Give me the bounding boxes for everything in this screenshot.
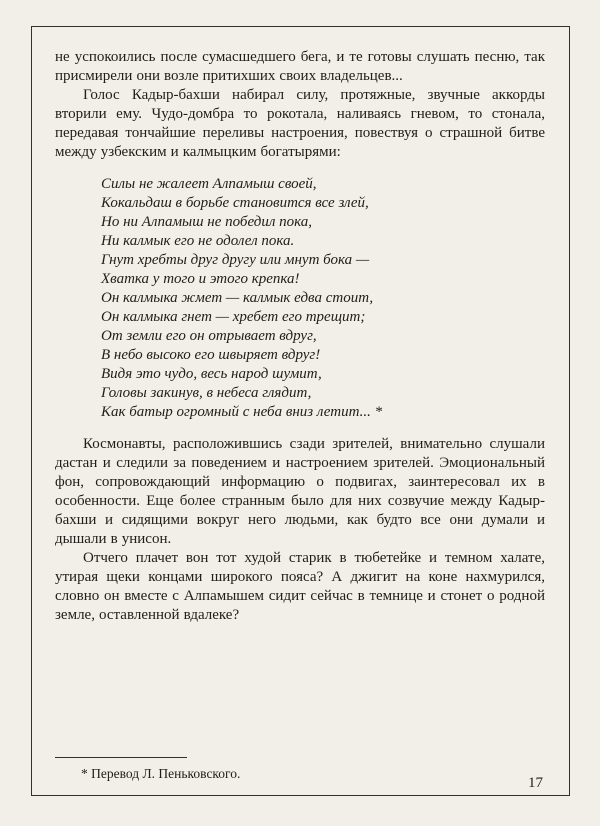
verse-line: Но ни Алпамыш не победил пока, (101, 214, 313, 230)
paragraph-question: Отчего плачет вон тот худой старик в тюбетейке и темном халате, утирая щеки концами широкого пояса? А джигит на коне нахмурился, словно он вместе с Алпамышем сидит сейчас в темнице и стонет о родной земле, оставленной вдалеке? (55, 550, 545, 623)
verse-line: Он калмыка гнет — хребет его трещит; (101, 309, 366, 325)
page-number: 17 (528, 775, 543, 791)
verse-line: От земли его он отрывает вдруг, (101, 328, 317, 344)
verse-line: Силы не жалеет Алпамыш своей, (101, 176, 317, 192)
verse-line: В небо высоко его швыряет вдруг! (101, 347, 321, 363)
verse-line: Головы закинув, в небеса глядит, (101, 385, 312, 401)
paragraph-cosmonauts: Космонавты, расположившись сзади зрителей, внимательно слушали дастан и следили за поведением и настроением зрителей. Эмоциональный фон, сопровождающий информацию о подвигах, заинтересовал их в особенности. Еще более странным было для них созвучие между Кадыр-бахши и сидящими вокруг него людьми, как будто все они думали и дышали в унисон. (55, 436, 545, 547)
verse-line: Кокальдаш в борьбе становится все злей, (101, 195, 369, 211)
verse-block (101, 175, 545, 422)
footnote: * Перевод Л. Пеньковского. (81, 766, 241, 781)
paragraph-voice: Голос Кадыр-бахши набирал силу, протяжные, звучные аккорды вторили ему. Чудо-домбра то рокотала, наливаясь гневом, то стонала, передавая тончайшие переливы настроения, повествуя о страшной битве между узбекским и калмыцким богатырями: (55, 87, 545, 160)
verse-line: Как батыр огромный с неба вниз летит... * (101, 404, 383, 420)
page-border-frame (31, 26, 570, 796)
footnote-block (55, 757, 240, 782)
verse-line: Он калмыка жмет — калмык едва стоит, (101, 290, 374, 306)
paragraph-continuation: не успокоились после сумасшедшего бега, и те готовы слушать песню, так присмирели они возле притихших своих владельцев... (55, 49, 545, 84)
verse-line: Гнут хребты друг другу или мнут бока — (101, 252, 370, 268)
verse-line: Ни калмык его не одолел пока. (101, 233, 295, 249)
text-block (55, 48, 545, 733)
verse-line: Хватка у того и этого крепка! (101, 271, 300, 287)
verse-line: Видя это чудо, весь народ шумит, (101, 366, 322, 382)
footnote-divider (55, 757, 187, 758)
